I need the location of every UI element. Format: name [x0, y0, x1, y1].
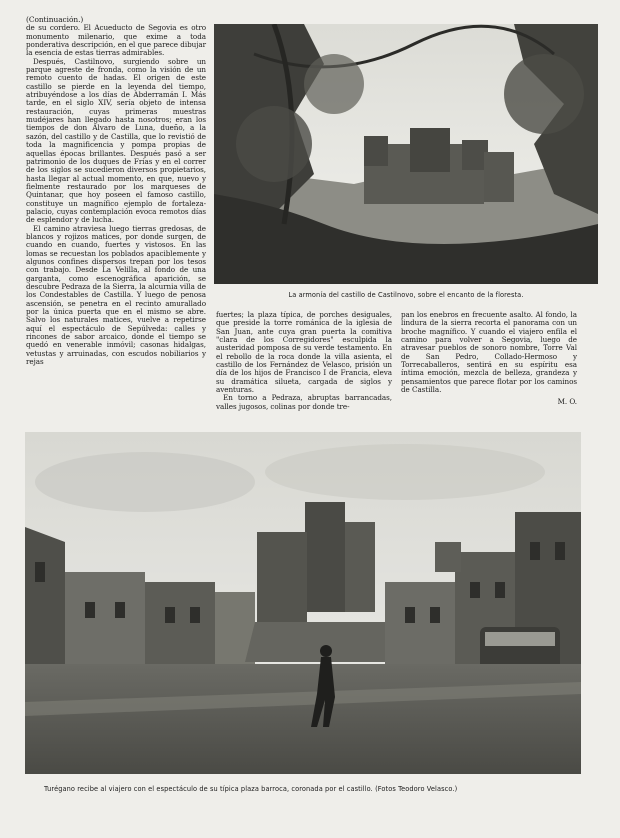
- paragraph: Después, Castilnovo, surgiendo sobre un parque agreste de fronda, como la visión de un remoto cuento de hadas. El origen de este castillo se pierde en la leyenda del tiempo, atribuyéndose a los días de Abderramán I. Más tarde, en el siglo XIV, sería objeto de intensa restauración, cuyas primeras muestras mudéjares han llegado hasta nosotros; eran los tiempos de don Álvaro de Luna, dueño, a la sazón, del castillo y de Castilla, que lo revistió de toda la magnificencia y pompa propias de aquellas épocas brillantes. Después pasó a ser patrimonio de los duques de Frías y en el correr de los siglos se sucedieron diversos propietarios, hasta llegar al actual momento, en que, nuevo y fielmente restaurado por los marqueses de Quintanar, que hoy poseen el famoso castillo, constituye un magnífico ejemplo de fortaleza-palacio, cuyas contemplación evoca remotos días de esplendor y de lucha.: [26, 56, 206, 225]
- paragraph: fuertes; la plaza típica, de porches desiguales, que preside la torre románica de la iglesia de San Juan, ante cuya gran puerta la comitiva "clara de los Corregidores" esculpida la austeridad pomposa de su verde testamento. En el rebollo de la roca donde la villa asienta, el castillo de los Fernández de Velasco, prisión un día de los hijos de Francisco I de Francia, eleva su dramática silueta, cargada de siglos y aventuras.: [216, 310, 392, 395]
- plaza-photo-caption: Turégano recibe al viajero con el espectáculo de su típica plaza barroca, coronada por el castillo. (Fotos Teodoro Velasco.): [44, 785, 458, 793]
- castle-photo-caption: La armonía del castillo de Castilnovo, sobre el encanto de la floresta.: [288, 291, 524, 299]
- author-signature: M. O.: [557, 397, 577, 407]
- article-column-middle: [216, 311, 392, 411]
- paragraph: El camino atraviesa luego tierras gredosas, de blancos y rojizos matices, por donde surgen, de cuando en cuando, fuertes y vistosos. En las lomas se recuestan los poblados apaciblemente y algunos confines dispersos trepan por los tesos con trabajo. Desde La Velilla, al fondo de una garganta, como escenográfica aparición, se descubre Pedraza de la Sierra, la alcurnia villa de los Condestables de Castilla. Y luego de penosa ascensión, se penetra en el recinto amurallado por la única puerta que en el mismo se abre. Salvo los naturales matices, vuelve a repetirse aquí el espectáculo de Sepúlveda: calles y rincones de sabor arcaico, donde el tiempo se quedó en venerable inmóvil; casonas hidalgas, vetustas y arruinadas, con escudos nobiliarios y rejas: [26, 223, 206, 367]
- continuation-label: (Continuación.): [26, 15, 84, 24]
- castle-photo: [214, 24, 598, 284]
- article-column-right: [401, 311, 577, 407]
- paragraph: pan los enebros en frecuente asalto. Al fondo, la lindura de la sierra recorta el panorama con un broche magnífico. Y cuando el viajero enfila el camino para volver a Segovia, luego de atravesar pueblos de sonoro nombre, Torre Val de San Pedro, Collado-Hermoso y Torrecaballeros, sentirá en su espíritu esa íntima emoción, mezcla de belleza, grandeza y pensamientos que parece flotar por los caminos de Castilla.: [401, 310, 577, 395]
- plaza-photo: [25, 432, 581, 774]
- article-column-left: [26, 16, 206, 366]
- paragraph: de su cordero. El Acueducto de Segovia es otro monumento milenario, que exime a toda ponderativa descripción, en el que parece dibujar la esencia de estas tierras admirables.: [26, 23, 206, 58]
- paragraph: En torno a Pedraza, abruptas barrancadas, valles jugosos, colinas por donde tre-: [216, 393, 392, 411]
